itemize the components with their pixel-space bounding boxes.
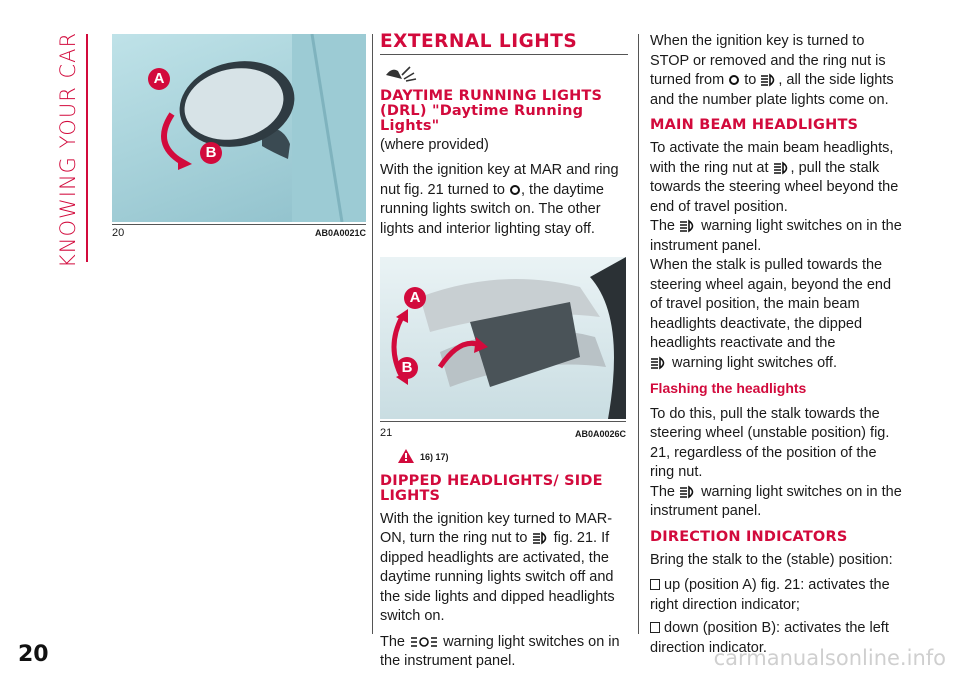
main-beam-text-cont: , pull the stalk towards the steering wheel beyond the end of travel position. <box>650 159 899 215</box>
side-lights-icon <box>409 635 439 649</box>
direction-item-up <box>650 576 902 615</box>
side-tab-rule <box>86 34 88 262</box>
flash-heading: Flashing the headlights <box>650 380 807 396</box>
main-beam-off: warning light switches off. <box>672 354 837 371</box>
figure-code: AB0A0026C <box>574 429 626 439</box>
stalk-drawing <box>380 257 626 419</box>
page-number: 20 <box>18 642 49 667</box>
stop-paragraph <box>650 32 902 110</box>
side-tab-title: KNOWING YOUR CAR <box>56 31 80 268</box>
main-beam-icon <box>773 161 791 175</box>
label-a: A <box>148 68 170 90</box>
warning-row <box>398 447 628 468</box>
figure-20-caption <box>112 224 366 241</box>
drl-paragraph <box>380 161 628 239</box>
drl-text-cont: , the daytime running lights switch on. The other lights and interior lighting stay off. <box>380 181 604 237</box>
dipped-text: With the ignition key turned to MAR-ON, turn the ring nut to <box>380 510 613 546</box>
warning-triangle-icon <box>398 449 414 463</box>
stop-text: When the ignition key is turned to STOP or removed and the ring nut is turned from <box>650 33 886 88</box>
label-a: A <box>404 287 426 309</box>
figure-21 <box>380 257 626 437</box>
column-divider-left <box>372 34 373 634</box>
mirror-drawing <box>112 34 366 222</box>
main-beam-the: The <box>650 218 675 234</box>
flash-the: The <box>650 483 675 500</box>
direction-heading: DIRECTION INDICATORS <box>650 528 848 545</box>
watermark: carmanualsonline.info <box>713 646 946 670</box>
stop-to: to <box>744 72 757 88</box>
dipped-paragraph <box>380 510 628 627</box>
main-beam-icon <box>679 219 697 233</box>
stop-text-cont: , all the side lights and the number plate lights come on. <box>650 72 894 108</box>
lights-icon-row <box>384 61 628 83</box>
column-3 <box>650 32 902 664</box>
drl-heading: DAYTIME RUNNING LIGHTS (DRL) "Daytime Running Lights" <box>380 87 603 134</box>
main-beam-icon <box>650 356 668 370</box>
mirror-illustration <box>112 34 366 222</box>
section-title: EXTERNAL LIGHTS <box>380 31 578 52</box>
drl-text: With the ignition key at MAR and ring nut fig. 21 turned to <box>380 162 619 198</box>
flash-paragraph <box>650 405 902 522</box>
figure-21-caption <box>380 421 626 438</box>
ring-off-icon <box>509 184 521 196</box>
direction-item-up-text: up (position A) fig. 21: activates the right direction indicator; <box>650 577 890 613</box>
flash-text: To do this, pull the stalk towards the steering wheel (unstable position) fig. 21, regardless of the position of the ring nut. <box>650 405 890 480</box>
direction-item-down-text: down (position B): activates the left direction indicator. <box>650 620 889 656</box>
dipped-heading: DIPPED HEADLIGHTS/ SIDE LIGHTS <box>380 472 603 504</box>
main-beam-again: When the stalk is pulled towards the steering wheel again, beyond the end of travel position, the main beam headlights deactivate, the dipped headlights reactivate and the <box>650 257 892 351</box>
checkbox-bullet-icon <box>650 579 660 590</box>
main-beam-paragraph <box>650 139 902 373</box>
main-beam-text: To activate the main beam headlights, with the ring nut at <box>650 140 894 176</box>
stalk-illustration <box>380 257 626 419</box>
dipped-warning <box>380 633 628 672</box>
drl-icon <box>384 61 418 83</box>
title-rule <box>380 54 628 55</box>
label-b: B <box>200 142 222 164</box>
figure-code: AB0A0021C <box>314 228 366 238</box>
figure-number: 21 <box>380 427 393 439</box>
main-beam-icon <box>679 485 697 499</box>
column-divider-right <box>638 34 639 634</box>
main-beam-icon <box>760 73 778 87</box>
column-2 <box>380 32 628 678</box>
drl-where: (where provided) <box>380 136 489 153</box>
figure-20 <box>112 34 366 242</box>
flash-warning: warning light switches on in the instrument panel. <box>650 483 902 519</box>
figure-number: 20 <box>112 227 125 239</box>
checkbox-bullet-icon <box>650 622 660 633</box>
main-beam-warning: warning light switches on in the instrument panel. <box>650 218 902 254</box>
main-beam-icon <box>532 531 550 545</box>
dipped-text-cont: fig. 21. If dipped headlights are activated, the daytime running lights switch off and the side lights and dipped headlights switch on. <box>380 530 615 624</box>
main-beam-heading: MAIN BEAM HEADLIGHTS <box>650 117 859 133</box>
ring-off-icon <box>728 74 740 86</box>
direction-item-down <box>650 619 902 658</box>
warning-references: 16) 17) <box>420 452 449 462</box>
direction-intro: Bring the stalk to the (stable) position: <box>650 551 893 568</box>
label-b: B <box>396 357 418 379</box>
dipped-warning-text: warning light switches on in the instrument panel. <box>380 633 620 669</box>
dipped-the: The <box>380 633 405 650</box>
